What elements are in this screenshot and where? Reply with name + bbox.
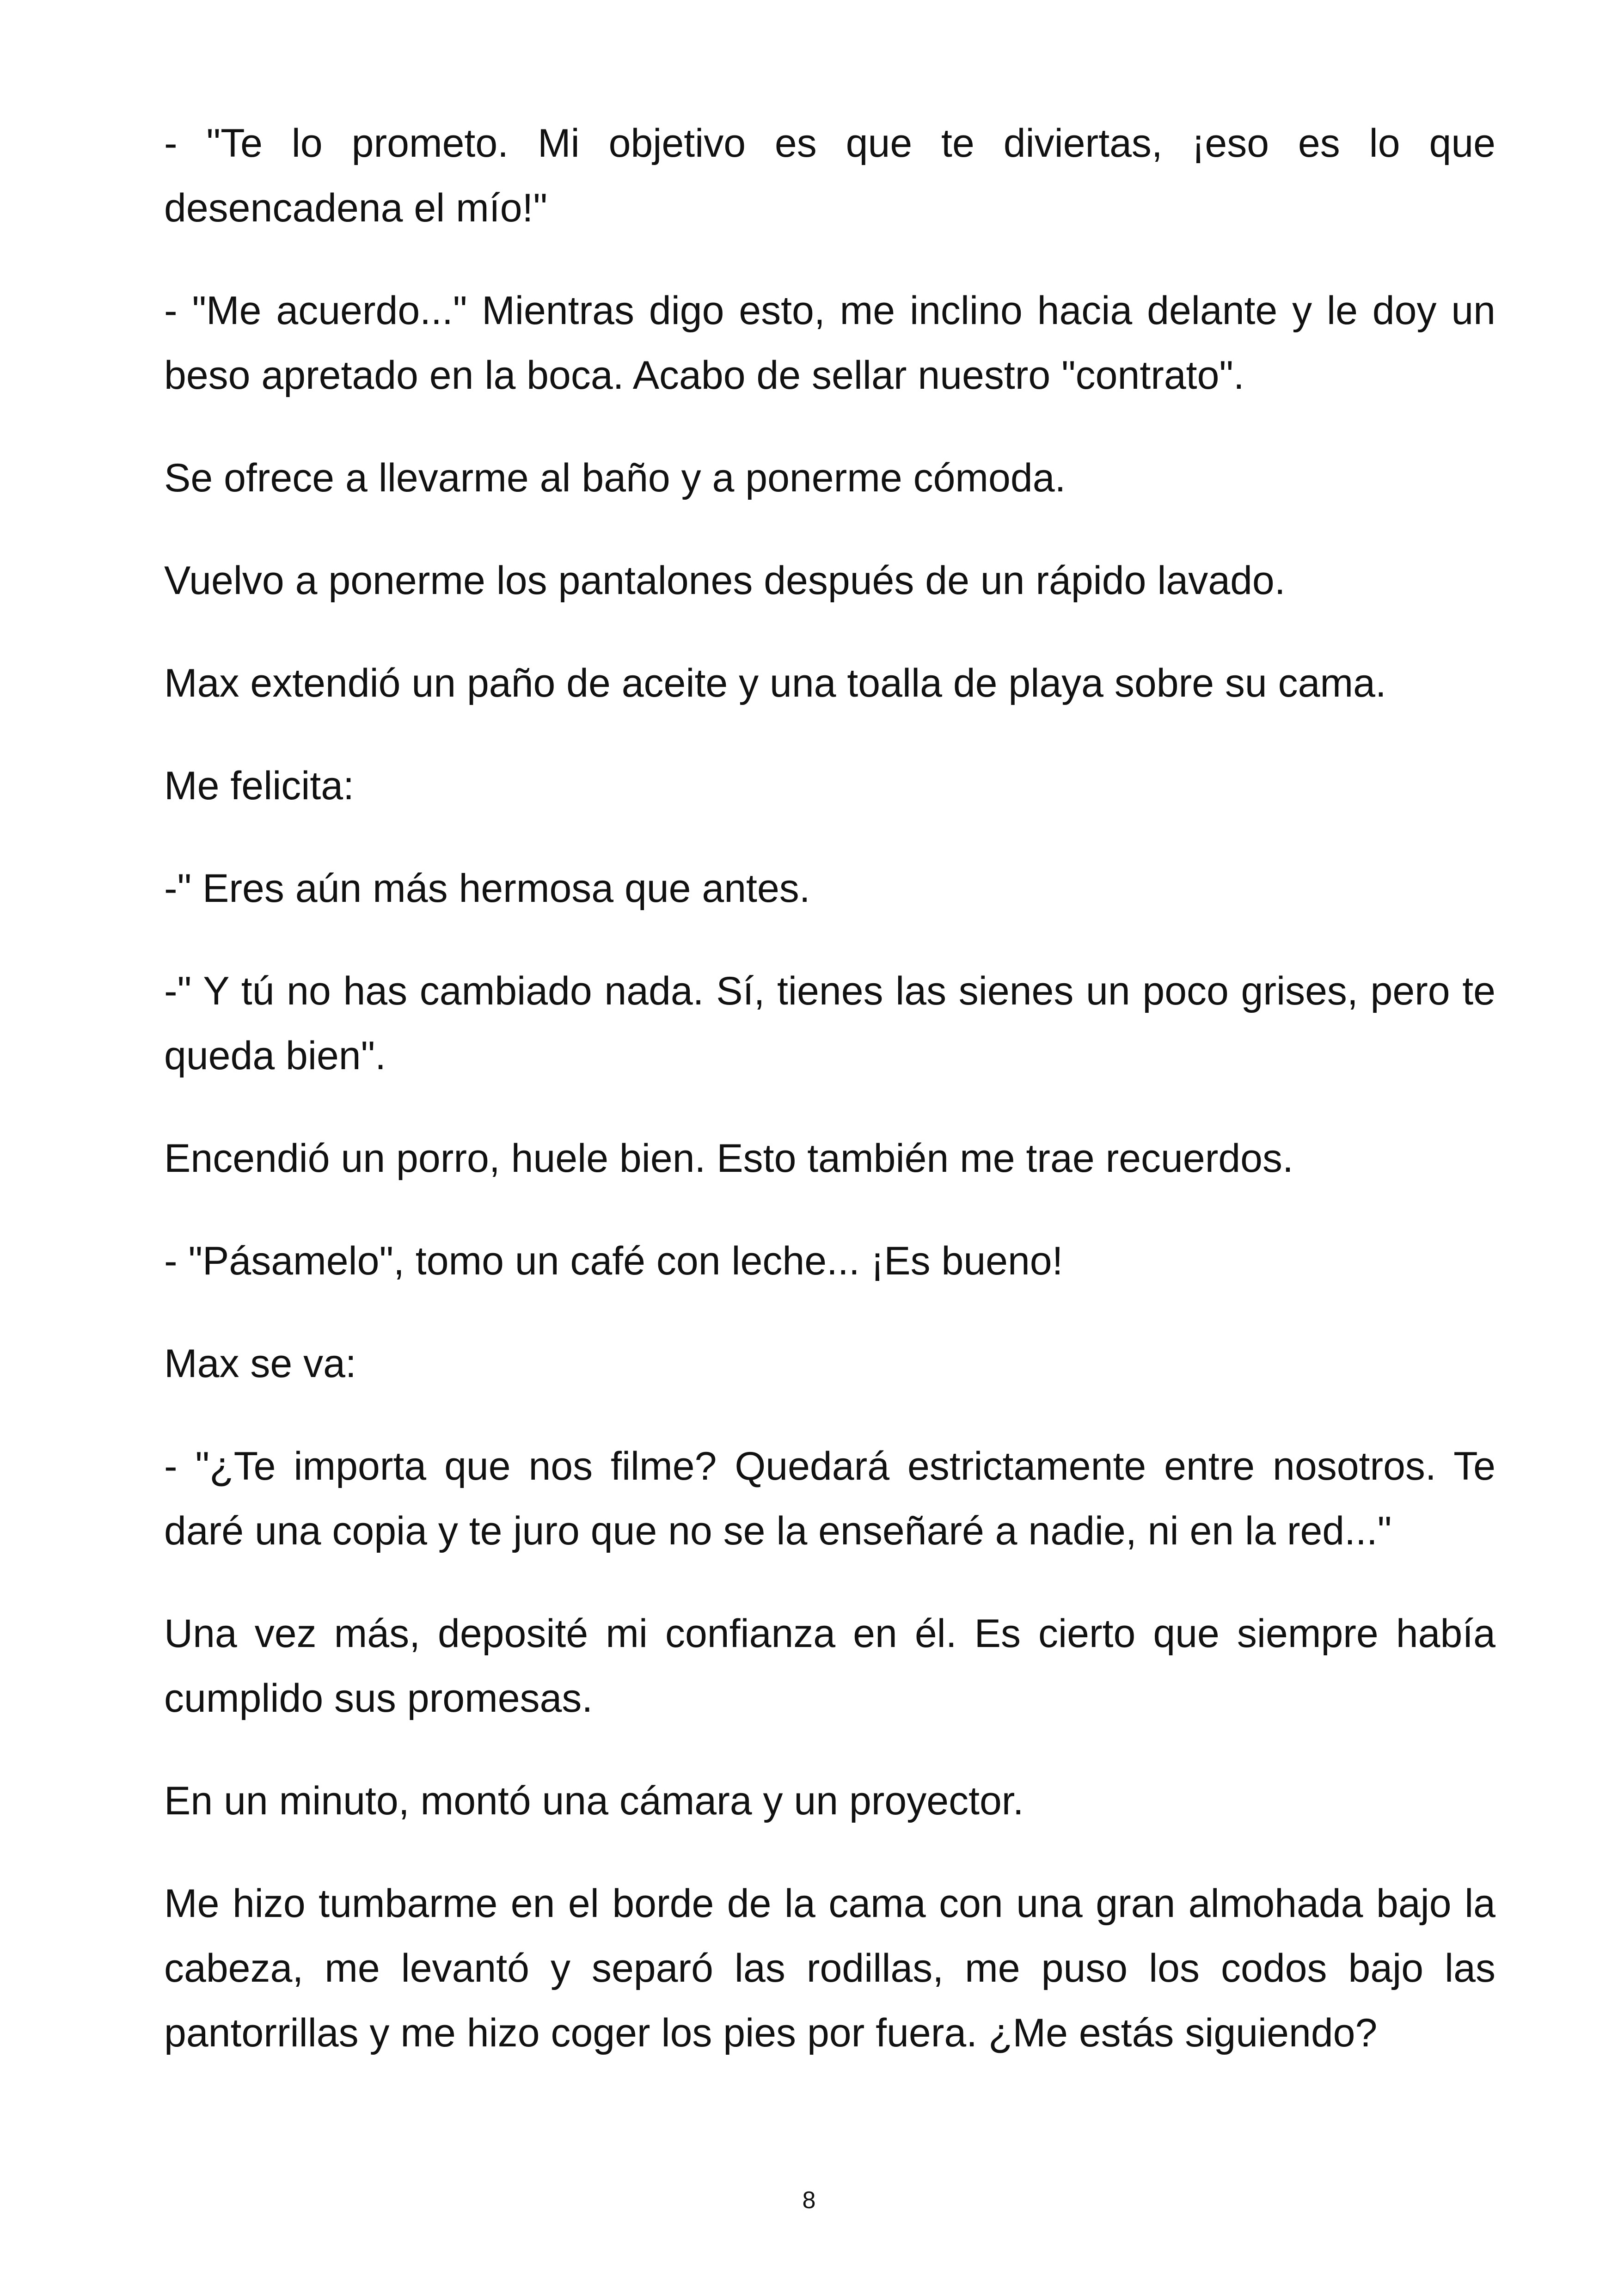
- paragraph: Se ofrece a llevarme al baño y a ponerme cómoda.: [164, 456, 1066, 500]
- paragraph: Max extendió un paño de aceite y una toalla de playa sobre su cama.: [164, 661, 1386, 705]
- paragraph: - "Me acuerdo..." Mientras digo esto, me inclino hacia delante y le doy un beso apretado en la boca. Acabo de sellar nuestro "contrato".: [164, 288, 1495, 398]
- paragraph: Me hizo tumbarme en el borde de la cama con una gran almohada bajo la cabeza, me levantó y separó las rodillas, me puso los codos bajo las pantorrillas y me hizo coger los pies por fuera. ¿Me estás siguiendo?: [164, 1881, 1495, 2055]
- paragraph: Vuelvo a ponerme los pantalones después de un rápido lavado.: [164, 558, 1286, 603]
- paragraph: - "Te lo prometo. Mi objetivo es que te diviertas, ¡eso es lo que desencadena el mío!": [164, 121, 1495, 230]
- paragraph: -" Y tú no has cambiado nada. Sí, tienes las sienes un poco grises, pero te queda bien".: [164, 969, 1495, 1078]
- paragraph: - "Pásamelo", tomo un café con leche... ¡Es bueno!: [164, 1239, 1063, 1283]
- paragraph: Max se va:: [164, 1341, 356, 1386]
- paragraph: En un minuto, montó una cámara y un proyector.: [164, 1779, 1024, 1823]
- paragraph: - "¿Te importa que nos filme? Quedará estrictamente entre nosotros. Te daré una copia y te juro que no se la enseñaré a nadie, ni en la red...": [164, 1444, 1495, 1553]
- paragraph: Encendió un porro, huele bien. Esto también me trae recuerdos.: [164, 1136, 1293, 1181]
- body-text: [164, 111, 1495, 2103]
- paragraph: Una vez más, deposité mi confianza en él. Es cierto que siempre había cumplido sus promesas.: [164, 1611, 1495, 1720]
- page-number: 8: [802, 2187, 816, 2214]
- paragraph: Me felicita:: [164, 764, 355, 808]
- paragraph: -" Eres aún más hermosa que antes.: [164, 866, 810, 911]
